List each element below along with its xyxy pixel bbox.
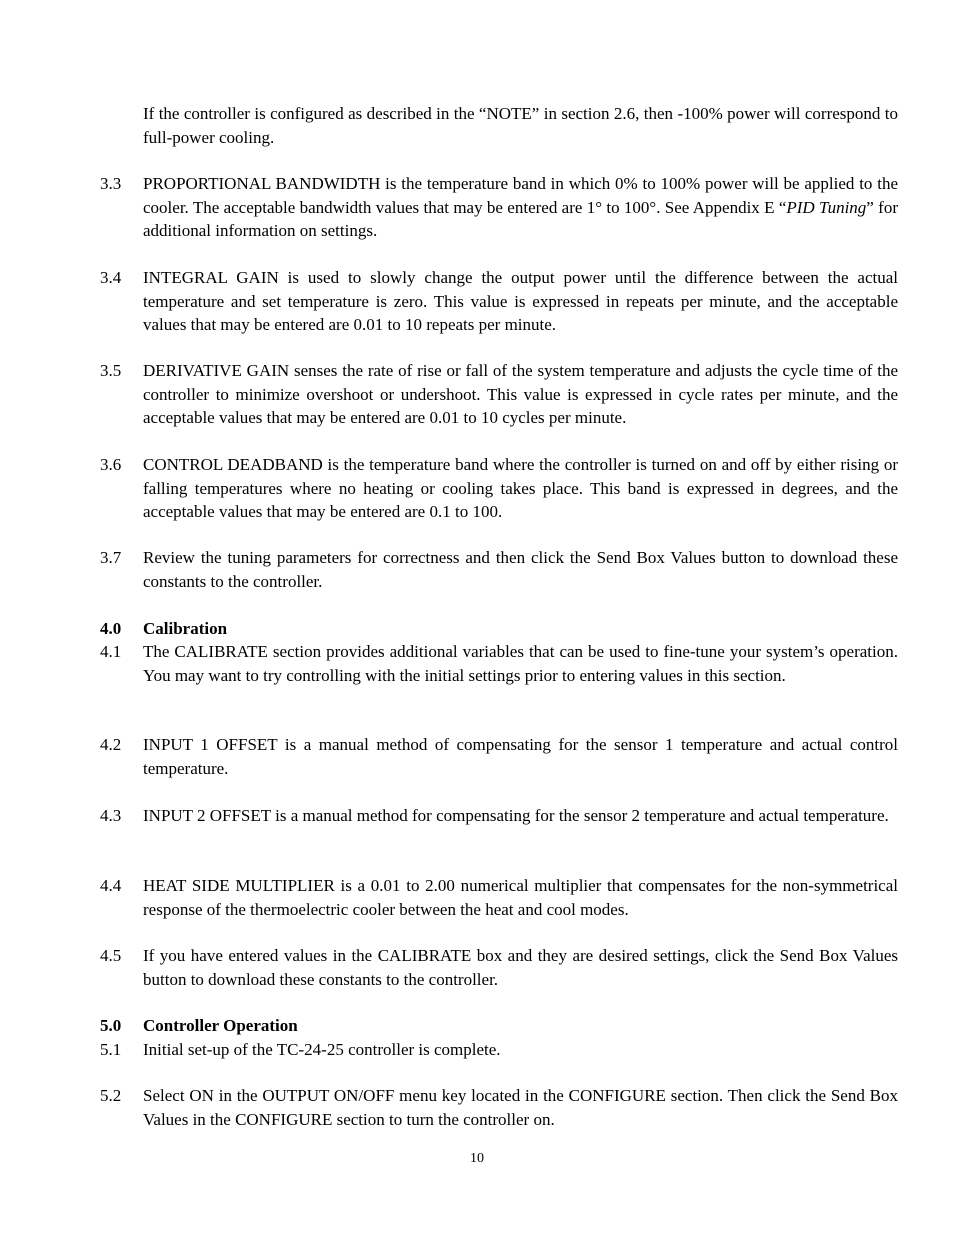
section-text: HEAT SIDE MULTIPLIER is a 0.01 to 2.00 numerical multiplier that compensates for the non-symmetrical response of the thermoelectric cooler between the heat and cool modes. xyxy=(143,876,898,919)
heading-number: 4.0 xyxy=(100,619,122,638)
intro-paragraph: If the controller is configured as described in the “NOTE” in section 2.6, then -100% power will correspond to full-power cooling. xyxy=(143,104,898,147)
heading-title: Calibration xyxy=(143,619,228,638)
section-number: 4.3 xyxy=(100,806,122,825)
section-4-4 xyxy=(100,874,898,921)
section-number: 3.4 xyxy=(100,268,122,287)
section-number: 3.5 xyxy=(100,361,122,380)
section-text: DERIVATIVE GAIN senses the rate of rise or fall of the system temperature and adjusts the cycle time of the controller to minimize overshoot or undershoot. This value is expressed in cycle rates per minute, and the acceptable values that may be entered are 0.01 to 10 cycles per minute. xyxy=(143,361,898,427)
page-number: 10 xyxy=(470,1151,484,1166)
section-4-1 xyxy=(100,640,898,687)
section-number: 4.5 xyxy=(100,946,122,965)
section-number: 5.2 xyxy=(100,1086,122,1105)
section-text-part: PROPORTIONAL BANDWIDTH is the temperature band in which 0% to 100% power will be applied to the cooler. The acceptable bandwidth values that may be entered are 1° to 100°. See Appendix E “ xyxy=(143,174,898,217)
appendix-reference: PID Tuning xyxy=(786,197,867,217)
section-text: Review the tuning parameters for correctness and then click the Send Box Values button to download these constants to the controller. xyxy=(143,548,898,591)
section-3-3 xyxy=(100,172,898,243)
section-3-4 xyxy=(100,266,898,337)
section-text: INTEGRAL GAIN is used to slowly change the output power until the difference between the actual temperature and set temperature is zero. This value is expressed in repeats per minute, and the acceptable values that may be entered are 0.01 to 10 repeats per minute. xyxy=(143,268,898,334)
section-text: INPUT 2 OFFSET is a manual method for compensating for the sensor 2 temperature and actual temperature. xyxy=(143,806,889,825)
section-text xyxy=(143,172,898,243)
section-number: 3.3 xyxy=(100,174,122,193)
section-text: If you have entered values in the CALIBRATE box and they are desired settings, click the Send Box Values button to download these constants to the controller. xyxy=(143,946,898,989)
heading-title: Controller Operation xyxy=(143,1016,298,1035)
section-4-3 xyxy=(100,804,898,828)
section-number: 3.7 xyxy=(100,548,122,567)
section-3-6 xyxy=(100,453,898,524)
heading-number: 5.0 xyxy=(100,1016,122,1035)
section-text: The CALIBRATE section provides additional variables that can be used to fine-tune your system’s operation. You may want to try controlling with the initial settings prior to entering values in this section. xyxy=(143,642,898,685)
section-3-7 xyxy=(100,546,898,593)
section-number: 4.4 xyxy=(100,876,122,895)
section-number: 3.6 xyxy=(100,455,122,474)
section-4-5 xyxy=(100,944,898,991)
section-4-2 xyxy=(100,733,898,780)
section-text: CONTROL DEADBAND is the temperature band where the controller is turned on and off by either rising or falling temperatures where no heating or cooling takes place. This band is expressed in degrees, and the acceptable values that may be entered are 0.1 to 100. xyxy=(143,455,898,521)
section-text-part: ” for additional information on settings. xyxy=(143,197,898,240)
section-text: INPUT 1 OFFSET is a manual method of compensating for the sensor 1 temperature and actual control temperature. xyxy=(143,735,898,778)
section-5-2 xyxy=(100,1084,898,1131)
section-text: Initial set-up of the TC-24-25 controller is complete. xyxy=(143,1040,501,1059)
section-5-1 xyxy=(100,1038,898,1062)
heading-4-0 xyxy=(100,617,898,641)
section-number: 4.2 xyxy=(100,735,122,754)
section-number: 5.1 xyxy=(100,1040,122,1059)
section-text: Select ON in the OUTPUT ON/OFF menu key located in the CONFIGURE section. Then click the Send Box Values in the CONFIGURE section to turn the controller on. xyxy=(143,1086,898,1129)
section-3-5 xyxy=(100,359,898,430)
heading-5-0 xyxy=(100,1014,898,1038)
section-number: 4.1 xyxy=(100,642,122,661)
